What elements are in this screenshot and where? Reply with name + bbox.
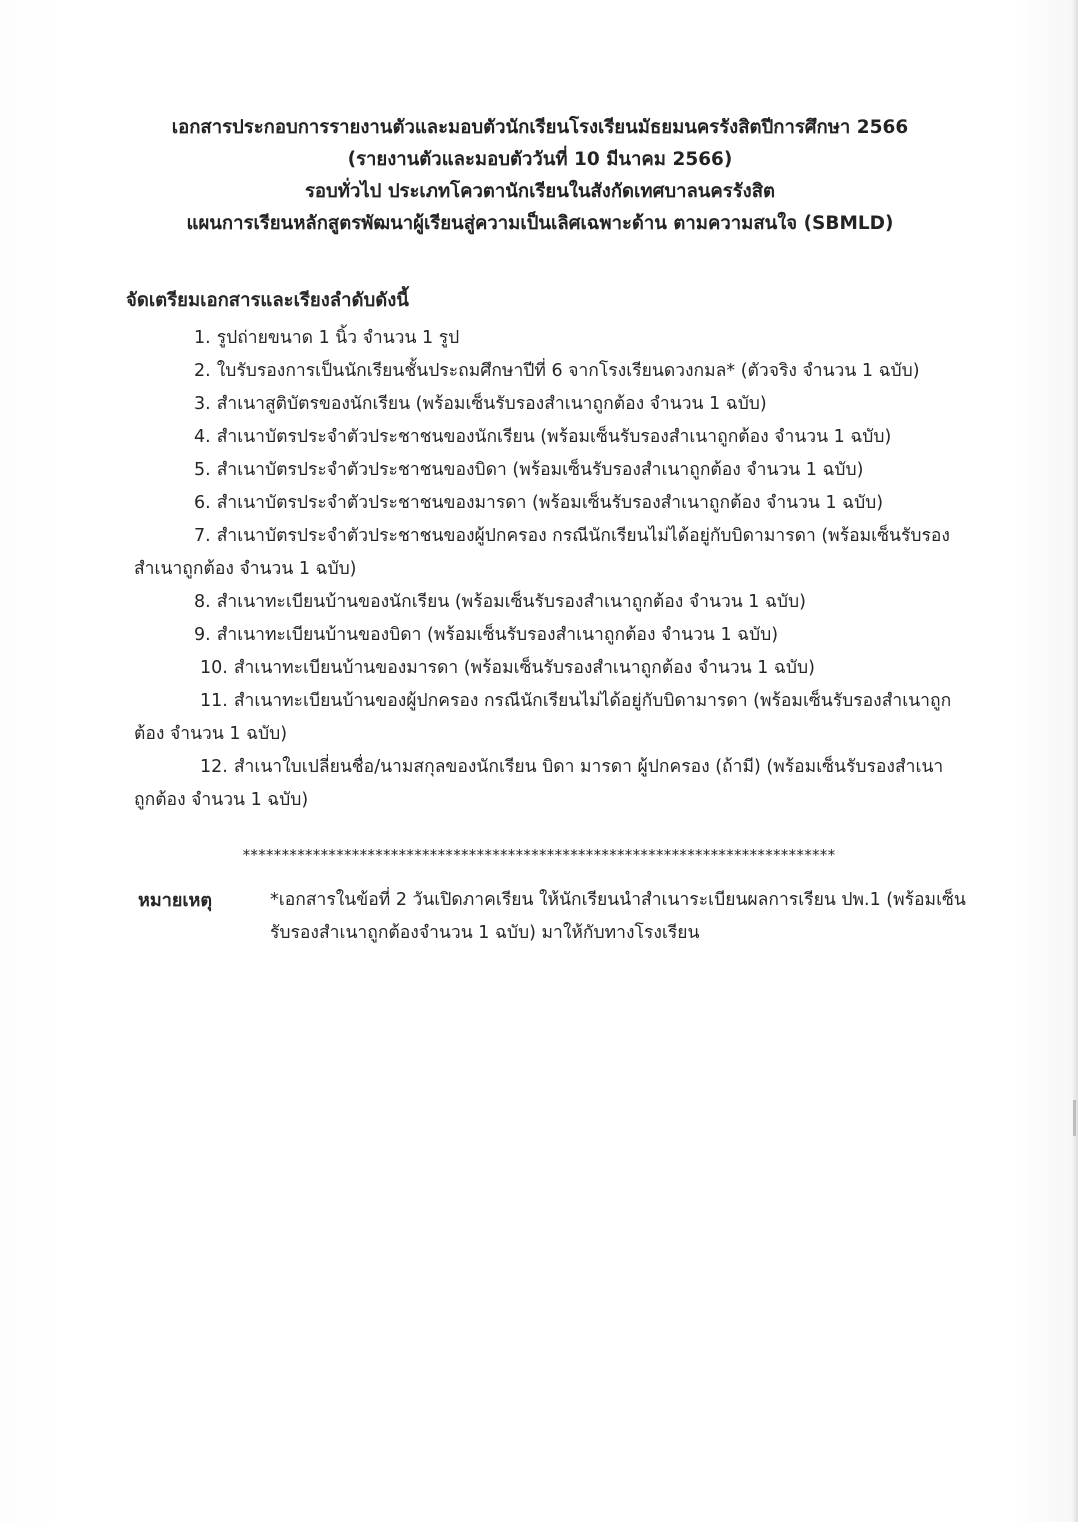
list-item-text: สำเนาทะเบียนบ้านของมารดา (พร้อมเซ็นรับรองสำเนาถูกต้อง จำนวน 1 ฉบับ): [233, 658, 815, 678]
heading-line-3: รอบทั่วไป ประเภทโควตานักเรียนในสังกัดเทศบาลนครรังสิต: [304, 181, 776, 202]
note-text: *เอกสารในข้อที่ 2 วันเปิดภาคเรียน ให้นักเรียนนำสำเนาระเบียนผลการเรียน ปพ.1 (พร้อมเซ็นรับรองสำเนาถูกต้องจำนวน 1 ฉบับ) มาให้กับทางโรงเรียน: [270, 890, 966, 943]
list-item-number: 1.: [194, 328, 211, 348]
list-item-text: สำเนาใบเปลี่ยนชื่อ/นามสกุลของนักเรียน บิดา มารดา ผู้ปกครอง (ถ้ามี) (พร้อมเซ็นรับรองสำเนาถูกต้อง จำนวน 1 ฉบับ): [134, 757, 944, 810]
heading-line-2: (รายงานตัวและมอบตัววันที่ 10 มีนาคม 2566): [347, 149, 733, 170]
list-item-number: 10.: [200, 658, 228, 678]
list-item-text: สำเนาทะเบียนบ้านของนักเรียน (พร้อมเซ็นรับรองสำเนาถูกต้อง จำนวน 1 ฉบับ): [216, 592, 806, 612]
asterisk-separator: ****************************************************************************: [242, 846, 836, 864]
note-label: หมายเหตุ: [138, 890, 213, 911]
list-item: [134, 388, 964, 421]
list-item-number: 12.: [200, 757, 228, 777]
list-item-number: 11.: [200, 691, 228, 711]
list-item-text: สำเนาบัตรประจำตัวประชาชนของผู้ปกครอง กรณีนักเรียนไม่ได้อยู่กับบิดามารดา (พร้อมเซ็นรับรองสำเนาถูกต้อง จำนวน 1 ฉบับ): [134, 526, 950, 579]
list-item-number: 6.: [194, 493, 211, 513]
list-item-number: 3.: [194, 394, 211, 414]
list-item: [134, 421, 964, 454]
list-item-text: สำเนาทะเบียนบ้านของผู้ปกครอง กรณีนักเรียนไม่ได้อยู่กับบิดามารดา (พร้อมเซ็นรับรองสำเนาถูกต้อง จำนวน 1 ฉบับ): [134, 691, 952, 744]
heading-line-1: เอกสารประกอบการรายงานตัวและมอบตัวนักเรียนโรงเรียนมัธยมนครรังสิตปีการศึกษา 2566: [171, 117, 909, 138]
list-item-number: 7.: [194, 526, 211, 546]
preparation-title: จัดเตรียมเอกสารและเรียงลำดับดังนี้: [126, 290, 409, 311]
list-item: [134, 751, 964, 817]
list-item-text: สำเนาสูติบัตรของนักเรียน (พร้อมเซ็นรับรองสำเนาถูกต้อง จำนวน 1 ฉบับ): [216, 394, 767, 414]
page-edge-mark: [1073, 1100, 1076, 1136]
list-item-text: สำเนาบัตรประจำตัวประชาชนของนักเรียน (พร้อมเซ็นรับรองสำเนาถูกต้อง จำนวน 1 ฉบับ): [216, 427, 892, 447]
document-checklist: [134, 322, 964, 817]
list-item-number: 8.: [194, 592, 211, 612]
list-item: [134, 487, 964, 520]
list-item-number: 4.: [194, 427, 211, 447]
list-item-number: 2.: [194, 361, 211, 381]
list-item: [134, 520, 964, 586]
list-item: [134, 586, 964, 619]
list-item-number: 5.: [194, 460, 211, 480]
document-heading: [40, 112, 1040, 240]
list-item: [134, 652, 964, 685]
list-item-text: สำเนาทะเบียนบ้านของบิดา (พร้อมเซ็นรับรองสำเนาถูกต้อง จำนวน 1 ฉบับ): [216, 625, 779, 645]
list-item-number: 9.: [194, 625, 211, 645]
list-item: [134, 322, 964, 355]
list-item-text: สำเนาบัตรประจำตัวประชาชนของมารดา (พร้อมเซ็นรับรองสำเนาถูกต้อง จำนวน 1 ฉบับ): [216, 493, 884, 513]
page-edge-shadow: [1072, 0, 1078, 1522]
list-item-text: รูปถ่ายขนาด 1 นิ้ว จำนวน 1 รูป: [216, 328, 460, 348]
list-item: [134, 355, 964, 388]
list-item: [134, 454, 964, 487]
list-item-text: ใบรับรองการเป็นนักเรียนชั้นประถมศึกษาปีที่ 6 จากโรงเรียนดวงกมล* (ตัวจริง จำนวน 1 ฉบับ): [216, 361, 920, 381]
heading-line-4: แผนการเรียนหลักสูตรพัฒนาผู้เรียนสู่ความเป็นเลิศเฉพาะด้าน ตามความสนใจ (SBMLD): [186, 213, 894, 234]
list-item-text: สำเนาบัตรประจำตัวประชาชนของบิดา (พร้อมเซ็นรับรองสำเนาถูกต้อง จำนวน 1 ฉบับ): [216, 460, 864, 480]
list-item: [134, 619, 964, 652]
list-item: [134, 685, 964, 751]
